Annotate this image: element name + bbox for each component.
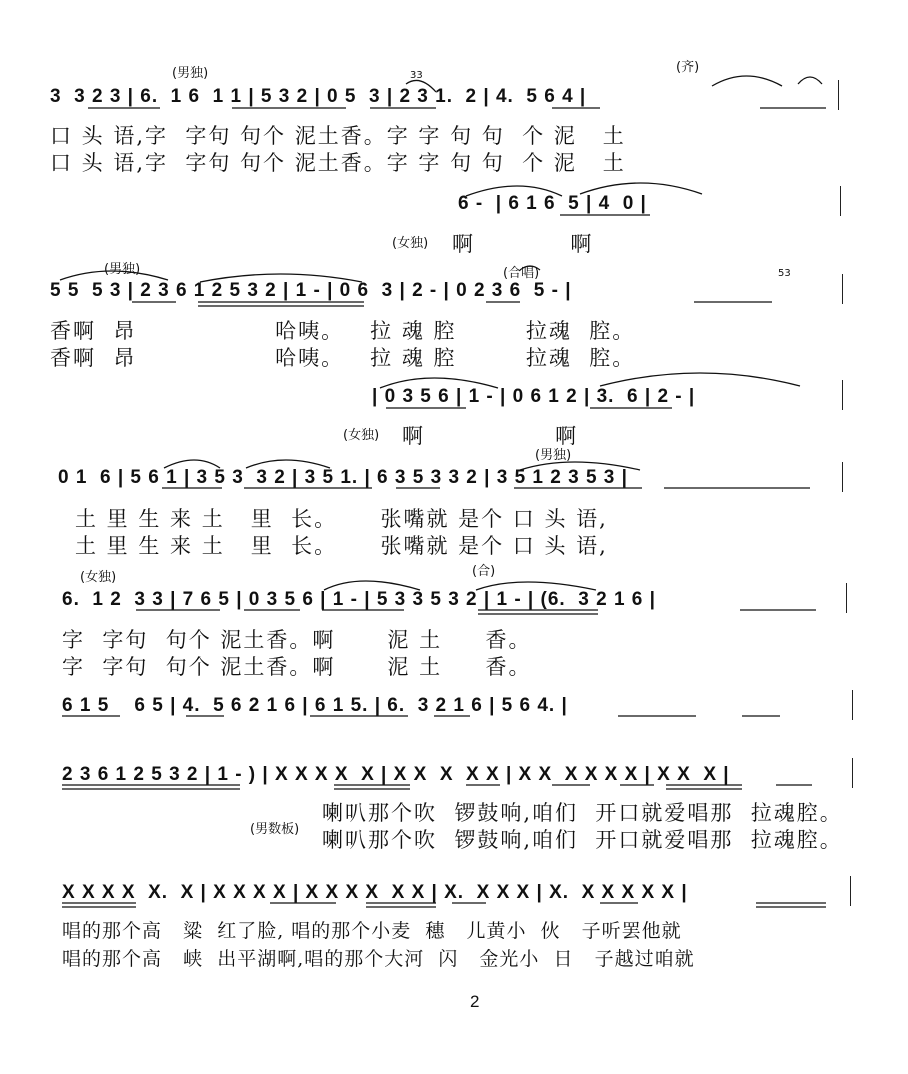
role-mark-male-shuban: (男数板)	[250, 822, 300, 837]
barline	[842, 274, 843, 304]
barline	[838, 80, 839, 110]
lyric-row-5-verse-1: 土 里 生 来 土 里 长。 张嘴就 是个 口 头 语,	[75, 507, 608, 531]
barline	[840, 186, 841, 216]
lyric-row-1-verse-2: 口 头 语,字 字句 句个 泥土香。字 字 句 句 个 泥 土	[50, 151, 626, 175]
lyric-row-5-verse-2: 土 里 生 来 土 里 长。 张嘴就 是个 口 头 语,	[75, 534, 608, 558]
lyric-row-2: 啊 啊	[452, 232, 594, 256]
lyric-row-6-verse-1: 字 字句 句个 泥土香。啊 泥 土 香。	[62, 628, 532, 652]
lyric-row-1-verse-1: 口 头 语,字 字句 句个 泥土香。字 字 句 句 个 泥 土	[50, 124, 626, 148]
lyric-row-8-verse-1: 喇叭那个吹 锣鼓响,咱们 开口就爱唱那 拉魂腔。	[322, 801, 843, 825]
notation-row-4: | 0 3 5 6 | 1 - | 0 6 1 2 | 3. 6 | 2 - |	[372, 386, 696, 407]
lyric-row-3-verse-1: 香啊 昂 哈咦。 拉 魂 腔 拉魂 腔。	[50, 319, 636, 343]
lyric-row-9-verse-2: 唱的那个高 峡 出平湖啊,唱的那个大河 闪 金光小 日 子越过咱就	[62, 948, 695, 970]
grace-note-1: 33	[410, 70, 423, 81]
notation-row-7: 6 1 5 6 5 | 4. 5 6 2 1 6 | 6 1 5. | 6. 3 2 1 6 | 5 6 4. |	[62, 695, 568, 716]
notation-row-9: X X X X X. X | X X X X | X X X X X X | X. X X X | X. X X X X X |	[62, 882, 688, 903]
role-mark-male-solo-3: (男独)	[535, 448, 572, 463]
barline	[852, 758, 853, 788]
role-mark-female-solo-2: (女独)	[343, 428, 380, 443]
role-mark-together: (合)	[472, 564, 496, 579]
role-mark-female-solo-1: (女独)	[392, 236, 429, 251]
barline	[842, 462, 843, 492]
notation-row-6: 6. 1 2 3 3 | 7 6 5 | 0 3 5 6 | 1 - | 5 3 3 5 3 2 | 1 - | (6. 3 2 1 6 |	[62, 589, 656, 610]
lyric-row-3-verse-2: 香啊 昂 哈咦。 拉 魂 腔 拉魂 腔。	[50, 346, 636, 370]
role-mark-chorus: (合唱)	[503, 266, 540, 281]
notation-row-8: 2 3 6 1 2 5 3 2 | 1 - ) | X X X X X | X X X X X | X X X X X X | X X X |	[62, 764, 730, 785]
notation-row-5: 0 1 6 | 5 6 1 | 3 5 3 3 2 | 3 5 1. | 6 3 5 3 3 2 | 3 5 1 2 3 5 3 |	[58, 467, 628, 488]
notation-row-2: 6 - | 6 1 6 5 | 4 0 |	[458, 193, 647, 214]
barline	[846, 583, 847, 613]
notation-row-3: 5 5 5 3 | 2 3 6 1 2 5 3 2 | 1 - | 0 6 3 | 2 - | 0 2 3 6 5 - |	[50, 280, 572, 301]
role-mark-male-solo-2: (男独)	[104, 262, 141, 277]
role-mark-unison: (齐)	[676, 60, 700, 75]
barline	[842, 380, 843, 410]
barline	[852, 690, 853, 720]
grace-note-2: 53	[778, 268, 791, 279]
role-mark-male-solo-1: (男独)	[172, 66, 209, 81]
lyric-row-9-verse-1: 唱的那个高 粱 红了脸, 唱的那个小麦 穗 儿黄小 伙 子听罢他就	[62, 920, 682, 942]
lyric-row-8-verse-2: 喇叭那个吹 锣鼓响,咱们 开口就爱唱那 拉魂腔。	[322, 828, 843, 852]
barline	[850, 876, 851, 906]
lyric-row-6-verse-2: 字 字句 句个 泥土香。啊 泥 土 香。	[62, 655, 532, 679]
notation-row-1: 3 3 2 3 | 6. 1 6 1 1 | 5 3 2 | 0 5 3 | 2 3 1. 2 | 4. 5 6 4 |	[50, 86, 587, 107]
lyric-row-4: 啊 啊	[402, 424, 579, 448]
page-number: 2	[470, 992, 480, 1011]
role-mark-female-solo-3: (女独)	[80, 570, 117, 585]
